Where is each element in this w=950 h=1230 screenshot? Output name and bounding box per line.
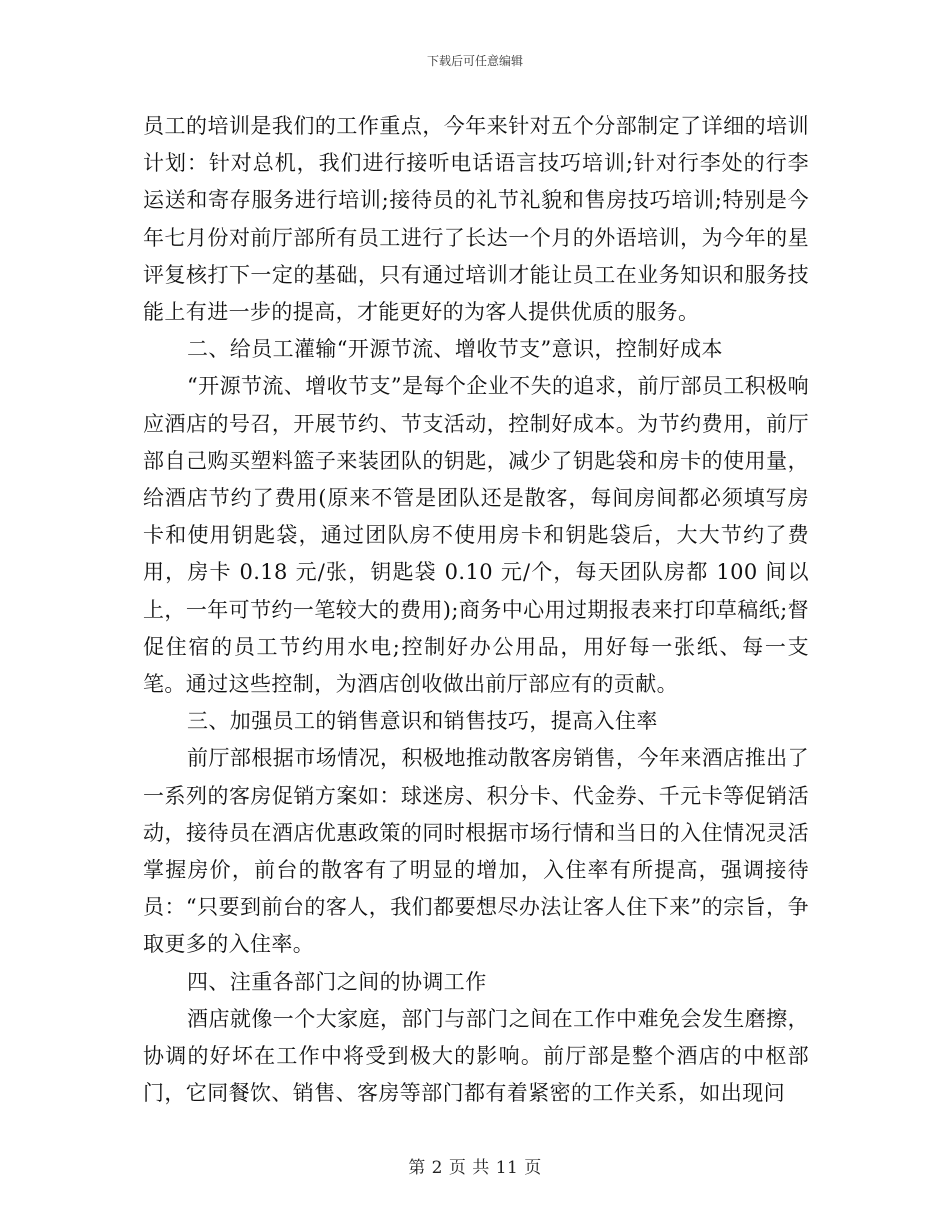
page-footer: 第 2 页 共 11 页 — [408, 1158, 542, 1178]
paragraph-cost-control: “开源节流、增收节支”是每个企业不失的追求，前厅部员工积极响应酒店的号召，开展节约、节支活动，控制好成本。为节约费用，前厅部自己购买塑料篮子来装团队的钥匙，减少了钥匙袋和房卡的使用量，给酒店节约了费用(原来不管是团队还是散客，每间房间都必须填写房卡和使用钥匙袋，通过团队房不使用房卡和钥匙袋后，大大节约了费用，房卡 0.18 元/张，钥匙袋 0.10 元/个，每天团队房都 100 间以上，一年可节约一笔较大的费用);商务中心用过期报表来打印草稿纸;督促住宿的员工节约用水电;控制好办公用品，用好每一张纸、每一支笔。通过这些控制，为酒店创收做出前厅部应有的贡献。 — [143, 374, 809, 697]
paragraph-sales: 前厅部根据市场情况，积极地推动散客房销售，今年来酒店推出了一系列的客房促销方案如：球迷房、积分卡、代金券、千元卡等促销活动，接待员在酒店优惠政策的同时根据市场行情和当日的入住情况灵活掌握房价，前台的散客有了明显的增加，入住率有所提高，强调接待员：“只要到前台的客人，我们都要想尽办法让客人住下来”的宗旨，争取更多的入住率。 — [143, 746, 809, 957]
document-body — [143, 108, 809, 1112]
section-heading-coordination: 四、注重各部门之间的协调工作 — [187, 969, 487, 994]
section-heading-cost-control: 二、给员工灌输“开源节流、增收节支”意识，控制好成本 — [187, 337, 723, 362]
page-header: 下载后可任意编辑 — [426, 54, 523, 68]
paragraph-training: 员工的培训是我们的工作重点，今年来针对五个分部制定了详细的培训计划：针对总机，我们进行接听电话语言技巧培训;针对行李处的行李运送和寄存服务进行培训;接待员的礼节礼貌和售房技巧培训;特别是今年七月份对前厅部所有员工进行了长达一个月的外语培训，为今年的星评复核打下一定的基础，只有通过培训才能让员工在业务知识和服务技能上有进一步的提高，才能更好的为客人提供优质的服务。 — [143, 114, 809, 325]
section-heading-sales: 三、加强员工的销售意识和销售技巧，提高入住率 — [187, 709, 658, 734]
paragraph-coordination: 酒店就像一个大家庭，部门与部门之间在工作中难免会发生磨擦，协调的好坏在工作中将受到极大的影响。前厅部是整个酒店的中枢部门，它同餐饮、销售、客房等部门都有着紧密的工作关系，如出现问 — [143, 1006, 809, 1106]
